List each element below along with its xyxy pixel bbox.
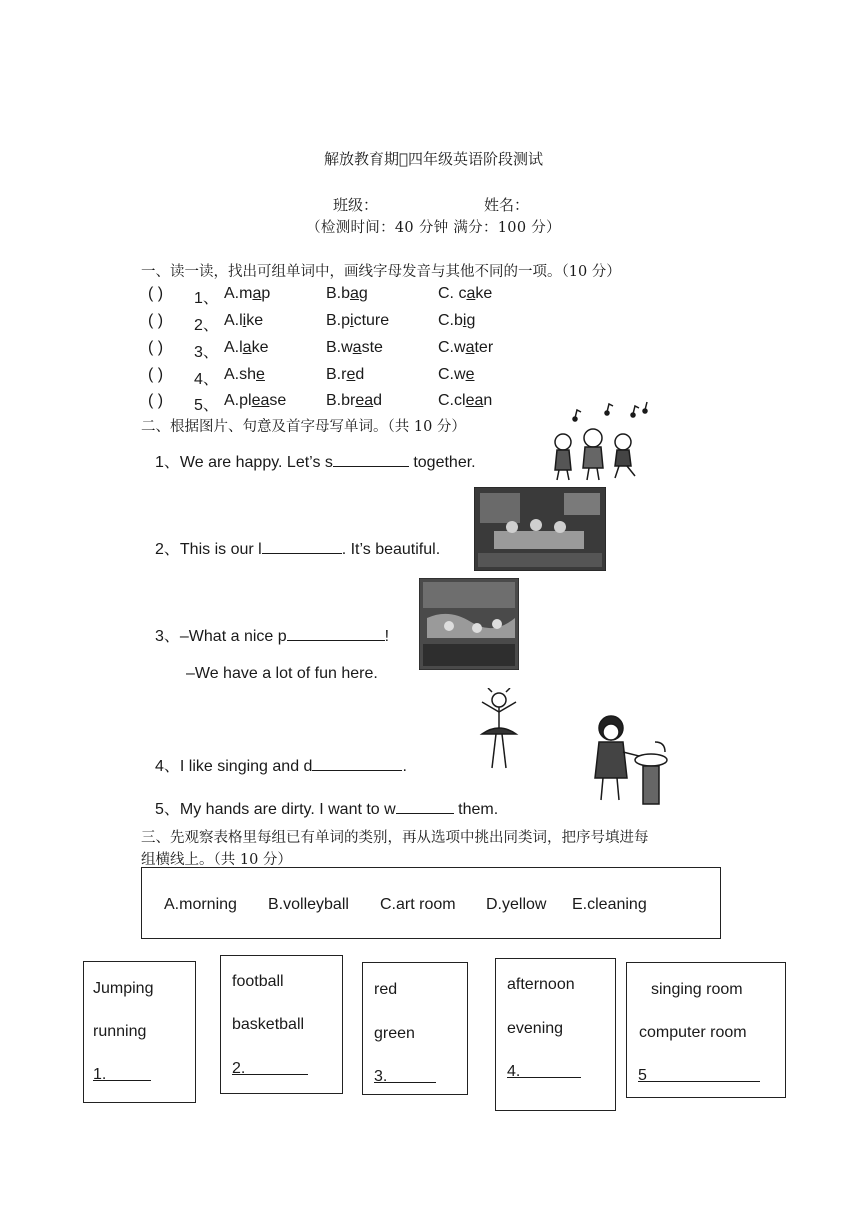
s2-question-2: 2、This is our l . It’s beautiful. [155,541,441,558]
s1-question-3 [148,339,568,361]
answer-paren[interactable]: ( ) [148,339,164,356]
options-box [141,867,721,939]
answer-blank[interactable] [374,1068,436,1083]
dancer-picture [474,688,524,772]
category-word: evening [507,1020,564,1037]
blank-number: 3. [374,1068,388,1085]
category-word: Jumping [93,980,154,997]
option-c: C.big [438,312,476,329]
option-a: A.lake [224,339,269,356]
test-time-info: （检测时间：40 分钟 满分：100 分） [306,220,561,236]
page-title: 解放教育期 四年级英语阶段测试 [323,150,543,168]
answer-blank[interactable] [93,1066,151,1081]
option-b: B.red [326,366,365,383]
category-word: green [374,1025,415,1042]
option-e: E.cleaning [572,896,647,913]
category-box-5 [626,962,786,1098]
answer-blank[interactable] [333,452,409,467]
section2-heading: 二、根据图片、句意及首字母写单词。（共 10 分） [141,419,466,435]
answer-blank[interactable] [396,799,454,814]
category-word: computer room [639,1024,747,1041]
option-a: A.she [224,366,265,383]
class-label: 班级： [333,196,379,214]
category-word: red [374,981,398,998]
category-box-4 [495,958,616,1111]
option-c: C. cake [438,285,493,302]
playground-picture [419,578,519,670]
option-c: C.clean [438,392,493,409]
answer-paren[interactable]: ( ) [148,285,164,302]
option-b: B.bag [326,285,368,302]
section3-heading-line1: 三、先观察表格里每组已有单词的类别，再从选项中挑出同类词，把序号填进每 [141,830,649,846]
s1-question-1 [148,285,568,307]
question-number: 5、 [194,397,219,414]
category-box-2 [220,955,343,1094]
option-b: B.picture [326,312,390,329]
option-b: B.volleyball [268,896,349,913]
section3-heading-line2: 组横线上。（共 10 分） [141,852,292,868]
option-a: A.please [224,392,287,409]
blank-number: 4. [507,1063,521,1080]
s2-question-4: 4、I like singing and d . [155,758,407,775]
option-c: C.water [438,339,494,356]
answer-blank[interactable] [262,539,342,554]
category-word: basketball [232,1016,305,1033]
option-c: C.we [438,366,475,383]
option-c: C.art room [380,896,456,913]
blank-number: 1. [93,1066,107,1083]
answer-blank[interactable] [638,1067,760,1082]
question-number: 1、 [194,290,219,307]
category-box-3 [362,962,468,1095]
category-word: afternoon [507,976,575,993]
s1-question-4 [148,366,568,388]
answer-paren[interactable]: ( ) [148,366,164,383]
option-a: A.morning [164,896,237,913]
s2-question-5: 5、My hands are dirty. I want to w them. [155,801,499,818]
blank-number: 5 [638,1067,647,1084]
option-b: B.waste [326,339,383,356]
question-number: 2、 [194,317,219,334]
category-word: singing room [651,981,743,998]
answer-blank[interactable] [232,1060,308,1075]
kids-singing-picture [545,400,657,482]
category-word: running [93,1023,147,1040]
answer-blank[interactable] [507,1063,581,1078]
washing-hands-picture [585,712,677,808]
category-word: football [232,973,284,990]
answer-paren[interactable]: ( ) [148,392,164,409]
answer-blank[interactable] [287,626,385,641]
blank-number: 2. [232,1060,246,1077]
question-number: 4、 [194,371,219,388]
s2-question-3-reply: –We have a lot of fun here. [186,665,378,682]
s1-question-2 [148,312,568,334]
option-b: B.bread [326,392,383,409]
library-picture [474,487,606,571]
answer-blank[interactable] [312,756,402,771]
s1-question-5 [148,392,568,414]
section1-heading: 一、读一读，找出可组单词中，画线字母发音与其他不同的一项。（10 分） [141,264,621,280]
s2-question-1: 1、We are happy. Let’s s together. [155,454,476,471]
name-label: 姓名： [484,196,530,214]
option-d: D.yellow [486,896,547,913]
s2-question-3: 3、–What a nice p ! [155,628,390,645]
option-a: A.map [224,285,271,302]
option-a: A.like [224,312,264,329]
answer-paren[interactable]: ( ) [148,312,164,329]
question-number: 3、 [194,344,219,361]
category-box-1 [83,961,196,1103]
